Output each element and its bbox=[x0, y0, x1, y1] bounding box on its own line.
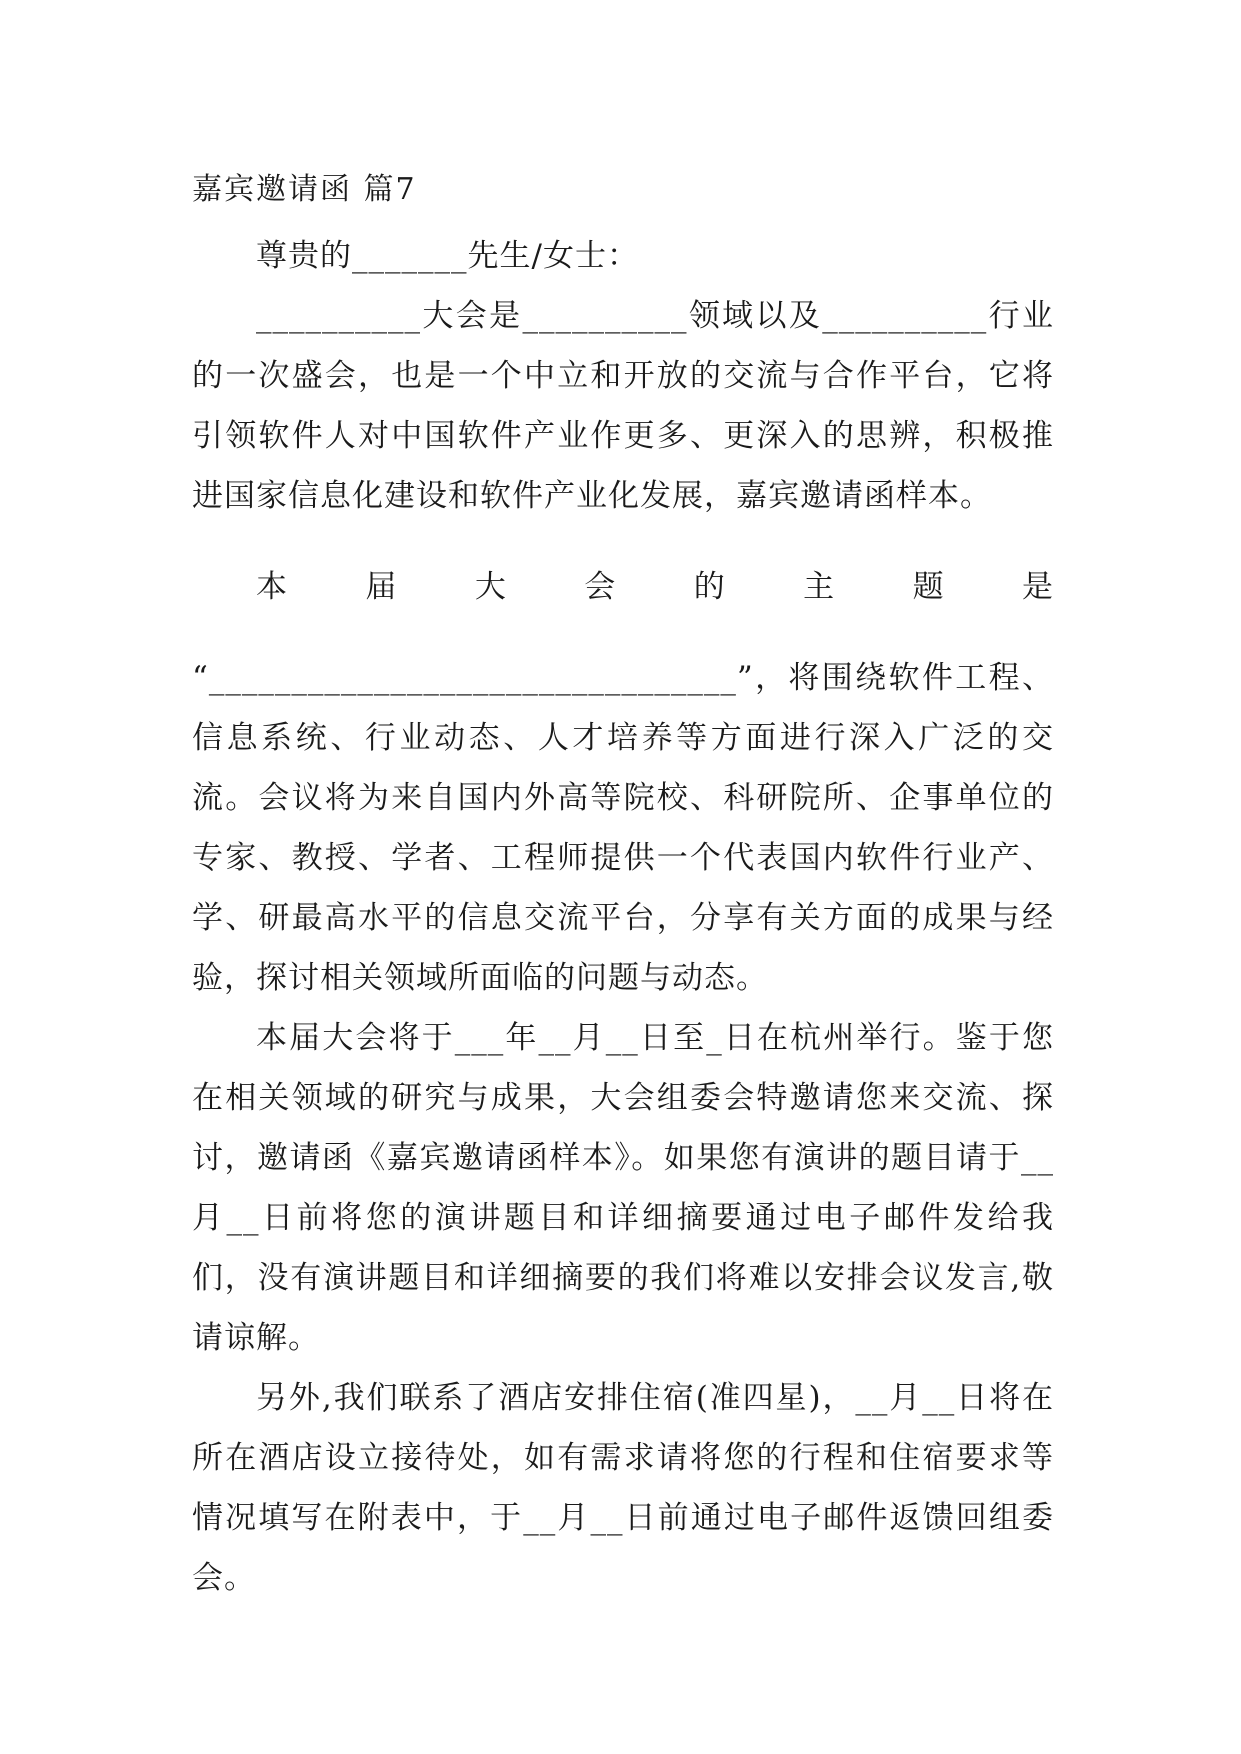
paragraph-2-theme-line: 本届大会的主题是 bbox=[256, 569, 1054, 605]
paragraph-1: __________大会是__________领域以及__________行业的一次盛会，也是一个中立和开放的交流与合作平台，它将引领软件人对中国软件产业作更多、更深入的思辨，积极推进国家信息化建设和软件产业化发展，嘉宾邀请函样本。 bbox=[192, 298, 1054, 514]
paragraph-2-body: “________________________________”，将围绕软件工程、信息系统、行业动态、人才培养等方面进行深入广泛的交流。会议将为来自国内外高等院校、科研院所、企事单位的专家、教授、学者、工程师提供一个代表国内软件行业产、学、研最高水平的信息交流平台，分享有关方面的成果与经验，探讨相关领域所面临的问题与动态。 bbox=[192, 660, 1054, 996]
paragraph-3: 本届大会将于___年__月__日至_日在杭州举行。鉴于您在相关领域的研究与成果，大会组委会特邀请您来交流、探讨，邀请函《嘉宾邀请函样本》。如果您有演讲的题目请于__月__日前将您的演讲题目和详细摘要通过电子邮件发给我们，没有演讲题目和详细摘要的我们将难以安排会议发言,敬请谅解。 bbox=[192, 1020, 1054, 1356]
document-body bbox=[192, 160, 1054, 1608]
salutation: 尊贵的_______先生/女士： bbox=[256, 238, 639, 274]
paragraph-4: 另外,我们联系了酒店安排住宿(准四星)，__月__日将在所在酒店设立接待处，如有需求请将您的行程和住宿要求等情况填写在附表中，于__月__日前通过电子邮件返馈回组委会。 bbox=[192, 1380, 1054, 1596]
document-title: 嘉宾邀请函 篇7 bbox=[192, 172, 417, 207]
